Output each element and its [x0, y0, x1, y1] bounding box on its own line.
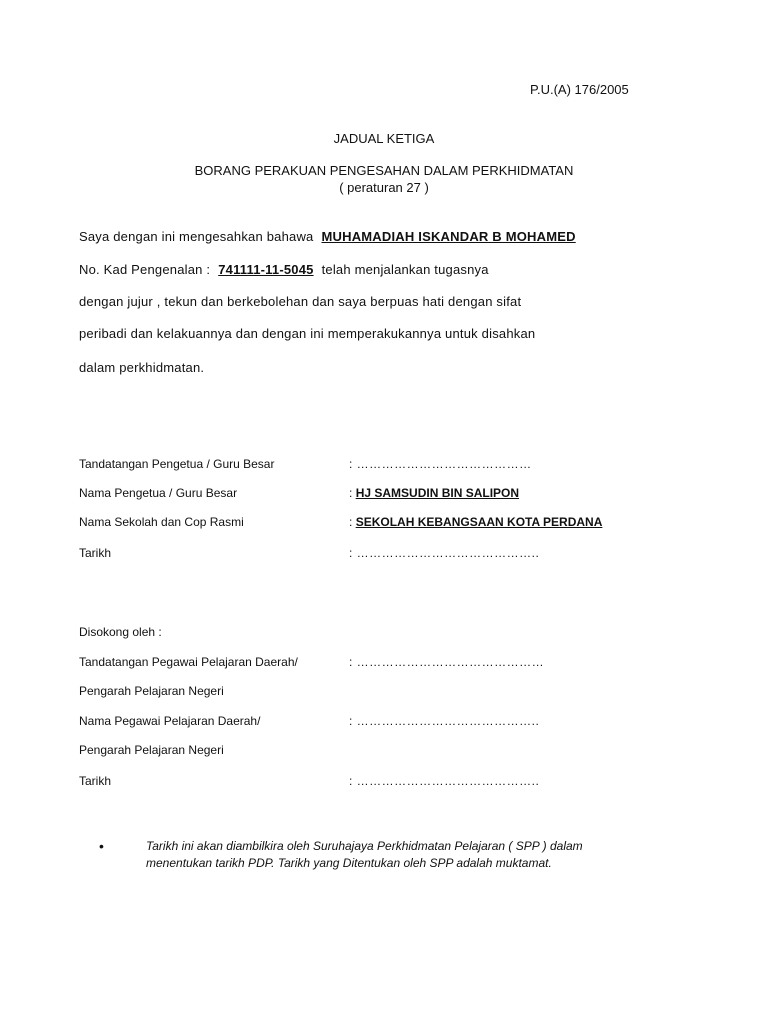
statement-line-3: dengan jujur , tekun dan berkebolehan dan saya berpuas hati dengan sifat	[79, 294, 522, 309]
note-bullet: •	[99, 838, 104, 854]
schedule-title: JADUAL KETIGA	[333, 131, 435, 146]
statement-line-2-suffix: telah menjalankan tugasnya	[321, 262, 489, 277]
statement-line-5: dalam perkhidmatan.	[79, 360, 205, 375]
officer-name-field: : ……………………………………..	[349, 714, 540, 728]
statement-line-4: peribadi dan kelakuannya dan dengan ini memperakukannya untuk disahkan	[79, 326, 536, 341]
officer-signature-label: Tandatangan Pegawai Pelajaran Daerah/	[79, 655, 298, 669]
regulation-reference: ( peraturan 27 )	[339, 180, 429, 195]
school-name-value-row	[349, 515, 602, 529]
ic-number: 741111-11-5045	[218, 262, 314, 277]
principal-name-value: HJ SAMSUDIN BIN SALIPON	[355, 486, 520, 500]
supported-by-heading: Disokong oleh :	[79, 625, 162, 639]
school-name-value: SEKOLAH KEBANGSAAN KOTA PERDANA	[355, 515, 603, 529]
school-name-colon: :	[349, 515, 353, 529]
officer-name-label: Nama Pegawai Pelajaran Daerah/	[79, 714, 261, 728]
employee-name: MUHAMADIAH ISKANDAR B MOHAMED	[321, 229, 576, 244]
principal-signature-field: : ……………………………………	[349, 457, 532, 471]
officer-date-label: Tarikh	[79, 774, 112, 788]
officer-date-field: : ……………………………………..	[349, 774, 540, 788]
principal-date-label: Tarikh	[79, 546, 112, 560]
officer-name-label-2: Pengarah Pelajaran Negeri	[79, 743, 224, 757]
principal-name-value-row	[349, 486, 519, 500]
statement-prefix: Saya dengan ini mengesahkan bahawa	[79, 229, 314, 244]
reference-number: P.U.(A) 176/2005	[530, 82, 629, 97]
principal-signature-label: Tandatangan Pengetua / Guru Besar	[79, 457, 275, 471]
officer-signature-label-2: Pengarah Pelajaran Negeri	[79, 684, 224, 698]
principal-name-colon: :	[349, 486, 353, 500]
note-text: Tarikh ini akan diambilkira oleh Suruhajaya Perkhidmatan Pelajaran ( SPP ) dalam menentukan tarikh PDP. Tarikh yang Ditentukan oleh SPP adalah muktamat.	[146, 839, 583, 870]
principal-date-field: : ……………………………………..	[349, 546, 540, 560]
form-title: BORANG PERAKUAN PENGESAHAN DALAM PERKHIDMATAN	[194, 163, 574, 178]
statement-line-2	[79, 262, 489, 277]
school-name-label: Nama Sekolah dan Cop Rasmi	[79, 515, 244, 529]
statement-line-1	[79, 229, 576, 244]
officer-signature-field: : ………………………………………	[349, 655, 545, 669]
ic-label: No. Kad Pengenalan :	[79, 262, 211, 277]
principal-name-label: Nama Pengetua / Guru Besar	[79, 486, 238, 500]
